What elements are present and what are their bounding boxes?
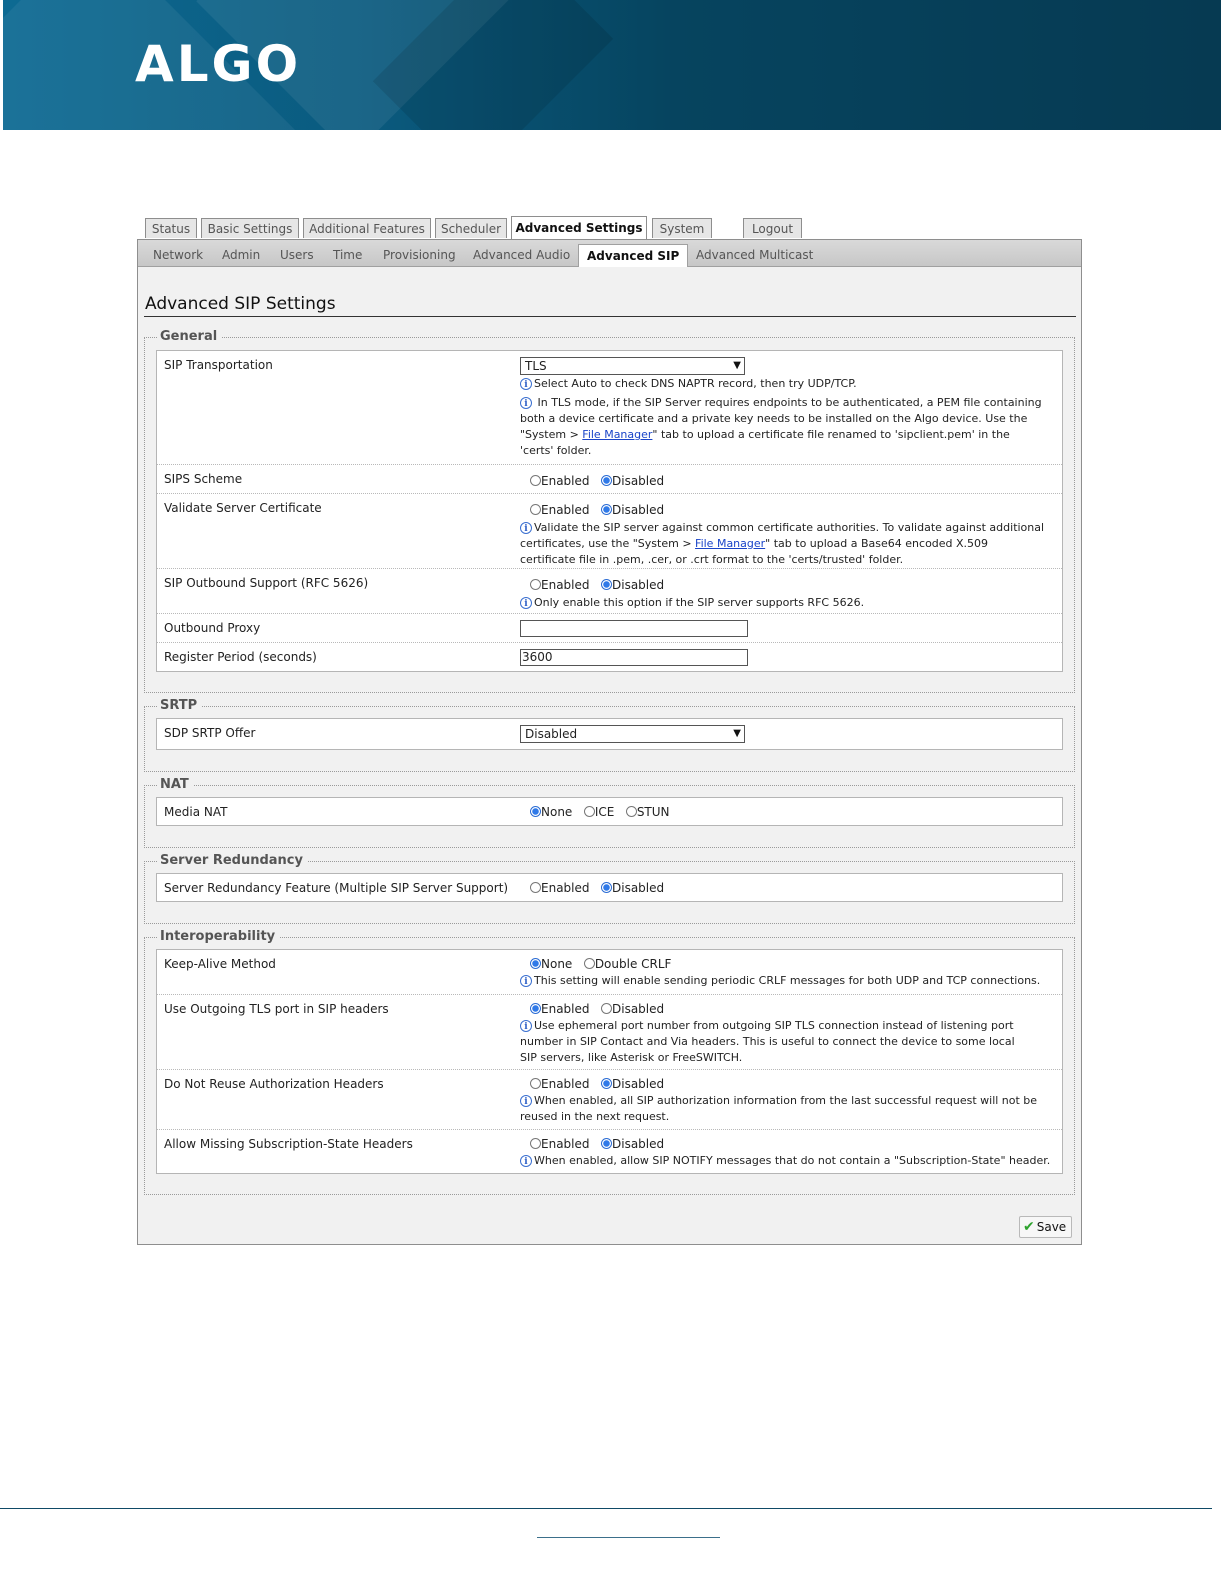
footer-divider (0, 1508, 1212, 1509)
radio-checked[interactable] (601, 579, 612, 590)
tls-port-disabled-radio[interactable]: Disabled (601, 1002, 664, 1016)
field-label: Keep-Alive Method (164, 957, 276, 971)
info-icon: i (520, 1020, 532, 1032)
field-label: SIP Transportation (164, 358, 273, 372)
section-legend: Server Redundancy (158, 853, 307, 868)
row-outbound-proxy (157, 613, 1062, 642)
section-legend: Interoperability (158, 929, 279, 944)
title-divider (144, 316, 1076, 317)
radio-unchecked[interactable] (530, 1078, 541, 1089)
row-tls-port (157, 994, 1062, 1069)
subtab-admin[interactable]: Admin (222, 248, 261, 262)
radio-checked[interactable] (530, 1003, 541, 1014)
tab-advanced-settings[interactable]: Advanced Settings (511, 216, 647, 239)
row-no-reuse-auth (157, 1069, 1062, 1129)
sip-transportation-select[interactable] (520, 357, 745, 375)
info-icon: i (520, 1155, 532, 1167)
row-missing-subscription-state (157, 1129, 1062, 1173)
radio-unchecked[interactable] (530, 882, 541, 893)
tab-status[interactable]: Status (145, 218, 197, 238)
redundancy-enabled-radio[interactable]: Enabled (530, 881, 590, 895)
algo-logo: ALGO (135, 35, 302, 93)
tab-additional-features[interactable]: Additional Features (303, 218, 431, 238)
chevron-down-icon: ▼ (733, 728, 741, 739)
row-sdp-srtp-offer (157, 719, 1062, 749)
general-table (156, 350, 1063, 672)
validate-disabled-radio[interactable]: Disabled (601, 503, 664, 517)
field-label: Outbound Proxy (164, 621, 261, 635)
subtab-network[interactable]: Network (153, 248, 204, 262)
settings-panel (137, 239, 1082, 1245)
outbound-enabled-radio[interactable]: Enabled (530, 578, 590, 592)
radio-unchecked[interactable] (626, 806, 637, 817)
subtab-users[interactable]: Users (280, 248, 314, 262)
no-reuse-disabled-radio[interactable]: Disabled (601, 1077, 664, 1091)
field-label: Validate Server Certificate (164, 501, 322, 515)
section-srtp (144, 698, 1075, 772)
row-register-period (157, 642, 1062, 671)
row-sip-transportation (157, 351, 1062, 464)
redundancy-table (156, 873, 1063, 902)
radio-unchecked[interactable] (530, 579, 541, 590)
help-text: i When enabled, all SIP authorization information from the last successful request will not be reused in the next request. (520, 1094, 1038, 1123)
validate-enabled-radio[interactable]: Enabled (530, 503, 590, 517)
section-nat (144, 777, 1075, 848)
radio-unchecked[interactable] (584, 958, 595, 969)
row-media-nat (157, 798, 1062, 825)
section-interoperability (144, 929, 1075, 1195)
radio-unchecked[interactable] (530, 1138, 541, 1149)
field-label: Use Outgoing TLS port in SIP headers (164, 1002, 389, 1016)
tab-basic-settings[interactable]: Basic Settings (201, 218, 299, 238)
radio-unchecked[interactable] (530, 475, 541, 486)
radio-unchecked[interactable] (584, 806, 595, 817)
subtab-provisioning[interactable]: Provisioning (383, 248, 456, 262)
row-redundancy-feature (157, 874, 1062, 901)
info-icon: i (520, 397, 532, 409)
help-text: i Select Auto to check DNS NAPTR record, then try UDP/TCP. (520, 376, 1045, 392)
outbound-proxy-input[interactable] (520, 620, 748, 637)
tab-system[interactable]: System (652, 218, 712, 238)
info-icon: i (520, 597, 532, 609)
save-button[interactable]: ✔ Save (1019, 1216, 1072, 1238)
nat-none-radio[interactable]: None (530, 805, 572, 819)
no-reuse-enabled-radio[interactable]: Enabled (530, 1077, 590, 1091)
nat-stun-radio[interactable]: STUN (626, 805, 670, 819)
radio-checked[interactable] (601, 1078, 612, 1089)
checkmark-icon: ✔ (1023, 1219, 1035, 1235)
tls-port-enabled-radio[interactable]: Enabled (530, 1002, 590, 1016)
row-sips-scheme (157, 464, 1062, 493)
radio-unchecked[interactable] (530, 504, 541, 515)
file-manager-link[interactable]: File Manager (582, 428, 653, 441)
header-banner (3, 0, 1221, 130)
missing-sub-disabled-radio[interactable]: Disabled (601, 1137, 664, 1151)
field-label: SIPS Scheme (164, 472, 243, 486)
redundancy-disabled-radio[interactable]: Disabled (601, 881, 664, 895)
field-label: Server Redundancy Feature (Multiple SIP Server Support) (164, 881, 509, 895)
register-period-input[interactable]: 3600 (520, 649, 748, 666)
sips-disabled-radio[interactable]: Disabled (601, 474, 664, 488)
radio-checked[interactable] (601, 882, 612, 893)
file-manager-link[interactable]: File Manager (695, 537, 766, 550)
field-label: Media NAT (164, 805, 228, 819)
tab-scheduler[interactable]: Scheduler (435, 218, 507, 238)
interop-table (156, 949, 1063, 1174)
field-label: SDP SRTP Offer (164, 726, 256, 740)
section-server-redundancy (144, 853, 1075, 924)
missing-sub-enabled-radio[interactable]: Enabled (530, 1137, 590, 1151)
radio-checked[interactable] (530, 806, 541, 817)
field-label: Do Not Reuse Authorization Headers (164, 1077, 384, 1091)
subtab-time[interactable]: Time (333, 248, 363, 262)
section-general (144, 329, 1075, 693)
subtab-advanced-multicast[interactable]: Advanced Multicast (696, 248, 814, 262)
info-icon: i (520, 378, 532, 390)
sips-enabled-radio[interactable]: Enabled (530, 474, 590, 488)
section-legend: General (158, 329, 221, 344)
radio-checked[interactable] (601, 1138, 612, 1149)
tab-logout[interactable]: Logout (743, 218, 802, 238)
field-label: Allow Missing Subscription-State Headers (164, 1137, 413, 1151)
footer-link-underline (537, 1537, 720, 1538)
radio-checked[interactable] (530, 958, 541, 969)
row-validate-certificate (157, 493, 1062, 568)
help-text: i Validate the SIP server against common certificate authorities. To validate against additional certificates, use the "System > File Manager" tab to upload a Base64 encoded X.509 certificate file in .pem, .cer, or .crt format to the 'certs/trusted' folder. (520, 521, 1045, 566)
section-legend: SRTP (158, 698, 201, 713)
help-text: i Only enable this option if the SIP server supports RFC 5626. (520, 595, 1045, 611)
page-title: Advanced SIP Settings (145, 294, 336, 314)
info-icon: i (520, 1095, 532, 1107)
radio-checked[interactable] (601, 475, 612, 486)
section-legend: NAT (158, 777, 193, 792)
nat-ice-radio[interactable]: ICE (584, 805, 615, 819)
radio-unchecked[interactable] (601, 1003, 612, 1014)
keepalive-none-radio[interactable]: None (530, 957, 572, 971)
help-text: i In TLS mode, if the SIP Server requires endpoints to be authenticated, a PEM file containing both a device certificate and a private key needs to be installed on the Algo device. Use the "System > File Manager" tab to upload a certificate file renamed to 'sipclient.pem' in the 'certs' folder. (520, 396, 1042, 457)
sdp-srtp-offer-select[interactable] (520, 725, 745, 743)
subtab-advanced-sip[interactable]: Advanced SIP (578, 244, 688, 267)
info-icon: i (520, 975, 532, 987)
chevron-down-icon: ▼ (733, 360, 741, 371)
field-label: Register Period (seconds) (164, 650, 317, 664)
subtab-advanced-audio[interactable]: Advanced Audio (473, 248, 571, 262)
select-value: TLS (525, 359, 547, 373)
nat-table (156, 797, 1063, 826)
help-text: i This setting will enable sending periodic CRLF messages for both UDP and TCP connections. (520, 973, 1050, 989)
select-value: Disabled (525, 727, 578, 741)
sub-tabs (138, 240, 1081, 267)
help-text: i When enabled, allow SIP NOTIFY messages that do not contain a "Subscription-State" header. (520, 1153, 1055, 1169)
field-label: SIP Outbound Support (RFC 5626) (164, 576, 369, 590)
outbound-disabled-radio[interactable]: Disabled (601, 578, 664, 592)
info-icon: i (520, 522, 532, 534)
radio-checked[interactable] (601, 504, 612, 515)
srtp-table (156, 718, 1063, 750)
keepalive-double-crlf-radio[interactable]: Double CRLF (584, 957, 672, 971)
row-outbound-support (157, 568, 1062, 613)
help-text: i Use ephemeral port number from outgoing SIP TLS connection instead of listening port number in SIP Contact and Via headers. This is useful to connect the device to some local SIP servers, like Asterisk or FreeSWITCH. (520, 1019, 1015, 1064)
row-keepalive-method (157, 950, 1062, 994)
